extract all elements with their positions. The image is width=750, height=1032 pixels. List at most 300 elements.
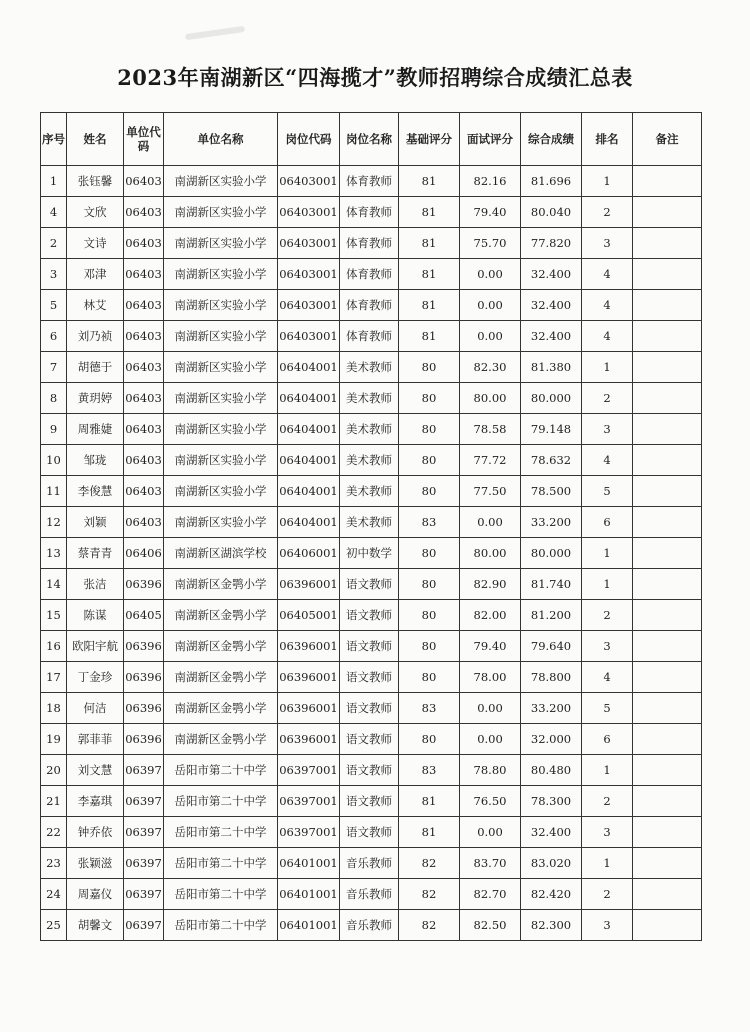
cell-rank: 1 bbox=[582, 166, 633, 197]
table-row bbox=[41, 259, 702, 290]
cell-post-name: 体育教师 bbox=[340, 197, 399, 228]
cell-post-code: 06396001 bbox=[278, 693, 340, 724]
cell-total-score: 78.500 bbox=[521, 476, 582, 507]
cell-seq: 21 bbox=[41, 786, 67, 817]
cell-unit-name: 南湖新区金鹗小学 bbox=[164, 600, 278, 631]
cell-post-name: 音乐教师 bbox=[340, 879, 399, 910]
cell-unit-code: 06403 bbox=[124, 507, 164, 538]
cell-unit-code: 06403 bbox=[124, 197, 164, 228]
cell-base-score: 81 bbox=[399, 321, 460, 352]
cell-post-name: 体育教师 bbox=[340, 290, 399, 321]
cell-interview-score: 0.00 bbox=[460, 693, 521, 724]
cell-base-score: 80 bbox=[399, 352, 460, 383]
cell-remark bbox=[633, 197, 702, 228]
cell-interview-score: 0.00 bbox=[460, 817, 521, 848]
cell-remark bbox=[633, 786, 702, 817]
cell-unit-code: 06396 bbox=[124, 693, 164, 724]
table-row bbox=[41, 755, 702, 786]
cell-interview-score: 75.70 bbox=[460, 228, 521, 259]
cell-unit-code: 06406 bbox=[124, 538, 164, 569]
cell-name: 刘文慧 bbox=[67, 755, 124, 786]
table-row bbox=[41, 476, 702, 507]
cell-rank: 2 bbox=[582, 600, 633, 631]
cell-post-code: 06404001 bbox=[278, 445, 340, 476]
cell-post-name: 美术教师 bbox=[340, 414, 399, 445]
cell-name: 邹珑 bbox=[67, 445, 124, 476]
cell-interview-score: 82.00 bbox=[460, 600, 521, 631]
cell-name: 何洁 bbox=[67, 693, 124, 724]
cell-remark bbox=[633, 662, 702, 693]
cell-total-score: 78.632 bbox=[521, 445, 582, 476]
cell-interview-score: 83.70 bbox=[460, 848, 521, 879]
cell-total-score: 77.820 bbox=[521, 228, 582, 259]
cell-remark bbox=[633, 321, 702, 352]
cell-post-code: 06396001 bbox=[278, 631, 340, 662]
cell-interview-score: 77.72 bbox=[460, 445, 521, 476]
cell-total-score: 81.696 bbox=[521, 166, 582, 197]
cell-unit-name: 南湖新区实验小学 bbox=[164, 290, 278, 321]
cell-unit-code: 06397 bbox=[124, 755, 164, 786]
cell-remark bbox=[633, 352, 702, 383]
table-row bbox=[41, 383, 702, 414]
cell-name: 刘颖 bbox=[67, 507, 124, 538]
cell-rank: 3 bbox=[582, 414, 633, 445]
cell-unit-code: 06403 bbox=[124, 414, 164, 445]
cell-post-code: 06403001 bbox=[278, 321, 340, 352]
cell-post-name: 美术教师 bbox=[340, 476, 399, 507]
cell-post-code: 06403001 bbox=[278, 197, 340, 228]
cell-unit-name: 南湖新区实验小学 bbox=[164, 197, 278, 228]
cell-unit-name: 岳阳市第二十中学 bbox=[164, 755, 278, 786]
cell-name: 周嘉仪 bbox=[67, 879, 124, 910]
cell-unit-code: 06397 bbox=[124, 910, 164, 941]
cell-base-score: 81 bbox=[399, 259, 460, 290]
header-post-name: 岗位名称 bbox=[340, 113, 399, 166]
cell-total-score: 32.400 bbox=[521, 290, 582, 321]
cell-interview-score: 77.50 bbox=[460, 476, 521, 507]
cell-base-score: 83 bbox=[399, 507, 460, 538]
cell-name: 黄玥婷 bbox=[67, 383, 124, 414]
cell-interview-score: 78.58 bbox=[460, 414, 521, 445]
cell-post-code: 06404001 bbox=[278, 352, 340, 383]
cell-post-code: 06404001 bbox=[278, 383, 340, 414]
cell-interview-score: 82.50 bbox=[460, 910, 521, 941]
cell-rank: 3 bbox=[582, 817, 633, 848]
cell-post-name: 初中数学 bbox=[340, 538, 399, 569]
cell-seq: 4 bbox=[41, 197, 67, 228]
cell-base-score: 80 bbox=[399, 724, 460, 755]
cell-remark bbox=[633, 910, 702, 941]
cell-post-code: 06401001 bbox=[278, 879, 340, 910]
cell-rank: 3 bbox=[582, 910, 633, 941]
cell-name: 陈谋 bbox=[67, 600, 124, 631]
cell-post-code: 06396001 bbox=[278, 569, 340, 600]
cell-seq: 13 bbox=[41, 538, 67, 569]
cell-seq: 22 bbox=[41, 817, 67, 848]
cell-base-score: 80 bbox=[399, 569, 460, 600]
cell-unit-code: 06397 bbox=[124, 848, 164, 879]
cell-seq: 17 bbox=[41, 662, 67, 693]
cell-post-name: 语文教师 bbox=[340, 569, 399, 600]
cell-remark bbox=[633, 848, 702, 879]
cell-base-score: 80 bbox=[399, 538, 460, 569]
cell-rank: 5 bbox=[582, 476, 633, 507]
table-row bbox=[41, 538, 702, 569]
header-rank: 排名 bbox=[582, 113, 633, 166]
table-row bbox=[41, 600, 702, 631]
cell-post-code: 06401001 bbox=[278, 848, 340, 879]
cell-remark bbox=[633, 290, 702, 321]
cell-base-score: 81 bbox=[399, 290, 460, 321]
cell-unit-code: 06396 bbox=[124, 569, 164, 600]
table-row bbox=[41, 414, 702, 445]
cell-total-score: 83.020 bbox=[521, 848, 582, 879]
cell-unit-name: 岳阳市第二十中学 bbox=[164, 817, 278, 848]
cell-unit-code: 06397 bbox=[124, 879, 164, 910]
cell-base-score: 82 bbox=[399, 848, 460, 879]
scan-smudge bbox=[185, 26, 245, 40]
cell-rank: 2 bbox=[582, 383, 633, 414]
cell-post-name: 美术教师 bbox=[340, 445, 399, 476]
cell-unit-name: 南湖新区实验小学 bbox=[164, 414, 278, 445]
cell-interview-score: 0.00 bbox=[460, 290, 521, 321]
cell-base-score: 82 bbox=[399, 910, 460, 941]
cell-post-code: 06403001 bbox=[278, 228, 340, 259]
cell-unit-name: 南湖新区实验小学 bbox=[164, 352, 278, 383]
cell-interview-score: 78.00 bbox=[460, 662, 521, 693]
cell-unit-name: 南湖新区金鹗小学 bbox=[164, 569, 278, 600]
cell-seq: 23 bbox=[41, 848, 67, 879]
cell-seq: 20 bbox=[41, 755, 67, 786]
table-body bbox=[41, 166, 702, 941]
cell-base-score: 81 bbox=[399, 166, 460, 197]
table-row bbox=[41, 786, 702, 817]
cell-base-score: 81 bbox=[399, 228, 460, 259]
cell-name: 李俊慧 bbox=[67, 476, 124, 507]
cell-post-name: 美术教师 bbox=[340, 383, 399, 414]
cell-base-score: 80 bbox=[399, 445, 460, 476]
cell-post-name: 音乐教师 bbox=[340, 848, 399, 879]
cell-unit-name: 南湖新区金鹗小学 bbox=[164, 693, 278, 724]
cell-interview-score: 82.30 bbox=[460, 352, 521, 383]
cell-total-score: 32.400 bbox=[521, 259, 582, 290]
cell-seq: 24 bbox=[41, 879, 67, 910]
cell-rank: 2 bbox=[582, 786, 633, 817]
cell-seq: 10 bbox=[41, 445, 67, 476]
cell-remark bbox=[633, 600, 702, 631]
cell-unit-code: 06397 bbox=[124, 817, 164, 848]
cell-post-code: 06404001 bbox=[278, 414, 340, 445]
cell-rank: 2 bbox=[582, 197, 633, 228]
cell-post-code: 06404001 bbox=[278, 476, 340, 507]
cell-name: 文诗 bbox=[67, 228, 124, 259]
table-row bbox=[41, 321, 702, 352]
table-row bbox=[41, 662, 702, 693]
cell-seq: 6 bbox=[41, 321, 67, 352]
cell-post-name: 音乐教师 bbox=[340, 910, 399, 941]
cell-name: 钟乔依 bbox=[67, 817, 124, 848]
cell-rank: 4 bbox=[582, 259, 633, 290]
table-row bbox=[41, 228, 702, 259]
cell-base-score: 81 bbox=[399, 197, 460, 228]
header-interview-score: 面试评分 bbox=[460, 113, 521, 166]
cell-post-code: 06403001 bbox=[278, 259, 340, 290]
table-row bbox=[41, 197, 702, 228]
table-header-row bbox=[41, 113, 702, 166]
cell-post-code: 06406001 bbox=[278, 538, 340, 569]
cell-unit-code: 06396 bbox=[124, 631, 164, 662]
cell-post-name: 体育教师 bbox=[340, 259, 399, 290]
cell-name: 邓津 bbox=[67, 259, 124, 290]
cell-interview-score: 0.00 bbox=[460, 321, 521, 352]
cell-unit-name: 南湖新区实验小学 bbox=[164, 166, 278, 197]
cell-unit-code: 06403 bbox=[124, 476, 164, 507]
cell-base-score: 80 bbox=[399, 662, 460, 693]
cell-base-score: 80 bbox=[399, 600, 460, 631]
cell-unit-name: 岳阳市第二十中学 bbox=[164, 910, 278, 941]
cell-base-score: 80 bbox=[399, 414, 460, 445]
cell-total-score: 78.800 bbox=[521, 662, 582, 693]
cell-rank: 6 bbox=[582, 724, 633, 755]
table-row bbox=[41, 507, 702, 538]
cell-post-name: 体育教师 bbox=[340, 166, 399, 197]
cell-interview-score: 79.40 bbox=[460, 197, 521, 228]
cell-remark bbox=[633, 507, 702, 538]
table-row bbox=[41, 569, 702, 600]
cell-post-code: 06403001 bbox=[278, 166, 340, 197]
cell-remark bbox=[633, 631, 702, 662]
cell-total-score: 79.148 bbox=[521, 414, 582, 445]
cell-name: 欧阳宇航 bbox=[67, 631, 124, 662]
cell-name: 胡馨文 bbox=[67, 910, 124, 941]
cell-base-score: 80 bbox=[399, 476, 460, 507]
cell-rank: 2 bbox=[582, 879, 633, 910]
cell-remark bbox=[633, 817, 702, 848]
cell-interview-score: 82.70 bbox=[460, 879, 521, 910]
table-row bbox=[41, 910, 702, 941]
cell-post-code: 06401001 bbox=[278, 910, 340, 941]
cell-interview-score: 0.00 bbox=[460, 507, 521, 538]
cell-rank: 4 bbox=[582, 662, 633, 693]
cell-unit-name: 南湖新区实验小学 bbox=[164, 476, 278, 507]
cell-rank: 4 bbox=[582, 321, 633, 352]
cell-rank: 3 bbox=[582, 631, 633, 662]
cell-rank: 1 bbox=[582, 848, 633, 879]
cell-post-code: 06397001 bbox=[278, 786, 340, 817]
cell-interview-score: 76.50 bbox=[460, 786, 521, 817]
cell-base-score: 83 bbox=[399, 755, 460, 786]
cell-unit-name: 南湖新区实验小学 bbox=[164, 445, 278, 476]
header-base-score: 基础评分 bbox=[399, 113, 460, 166]
cell-interview-score: 0.00 bbox=[460, 724, 521, 755]
cell-unit-code: 06403 bbox=[124, 166, 164, 197]
cell-remark bbox=[633, 538, 702, 569]
cell-unit-name: 岳阳市第二十中学 bbox=[164, 848, 278, 879]
table-row bbox=[41, 631, 702, 662]
cell-total-score: 80.000 bbox=[521, 383, 582, 414]
cell-seq: 9 bbox=[41, 414, 67, 445]
header-unit-name: 单位名称 bbox=[164, 113, 278, 166]
document-title: 2023年南湖新区“四海揽才”教师招聘综合成绩汇总表 bbox=[117, 65, 633, 90]
cell-interview-score: 80.00 bbox=[460, 383, 521, 414]
cell-seq: 7 bbox=[41, 352, 67, 383]
cell-post-code: 06396001 bbox=[278, 662, 340, 693]
cell-base-score: 82 bbox=[399, 879, 460, 910]
cell-name: 文欣 bbox=[67, 197, 124, 228]
cell-name: 张颖滋 bbox=[67, 848, 124, 879]
cell-post-name: 语文教师 bbox=[340, 755, 399, 786]
cell-rank: 1 bbox=[582, 352, 633, 383]
table-row bbox=[41, 724, 702, 755]
cell-rank: 1 bbox=[582, 569, 633, 600]
table-row bbox=[41, 445, 702, 476]
cell-post-name: 语文教师 bbox=[340, 662, 399, 693]
header-total-score: 综合成绩 bbox=[521, 113, 582, 166]
cell-unit-code: 06396 bbox=[124, 724, 164, 755]
cell-seq: 3 bbox=[41, 259, 67, 290]
cell-total-score: 33.200 bbox=[521, 507, 582, 538]
cell-name: 丁金珍 bbox=[67, 662, 124, 693]
cell-base-score: 81 bbox=[399, 817, 460, 848]
cell-rank: 3 bbox=[582, 228, 633, 259]
cell-post-name: 语文教师 bbox=[340, 600, 399, 631]
cell-unit-name: 南湖新区金鹗小学 bbox=[164, 724, 278, 755]
cell-seq: 8 bbox=[41, 383, 67, 414]
cell-name: 郭菲菲 bbox=[67, 724, 124, 755]
cell-post-name: 语文教师 bbox=[340, 724, 399, 755]
cell-seq: 1 bbox=[41, 166, 67, 197]
cell-post-code: 06404001 bbox=[278, 507, 340, 538]
cell-unit-name: 南湖新区实验小学 bbox=[164, 507, 278, 538]
cell-unit-name: 南湖新区金鹗小学 bbox=[164, 662, 278, 693]
cell-post-code: 06397001 bbox=[278, 817, 340, 848]
table-row bbox=[41, 290, 702, 321]
cell-base-score: 83 bbox=[399, 693, 460, 724]
cell-post-code: 06397001 bbox=[278, 755, 340, 786]
table-row bbox=[41, 817, 702, 848]
cell-unit-name: 南湖新区实验小学 bbox=[164, 321, 278, 352]
cell-seq: 12 bbox=[41, 507, 67, 538]
cell-unit-name: 南湖新区湖滨学校 bbox=[164, 538, 278, 569]
cell-unit-name: 岳阳市第二十中学 bbox=[164, 786, 278, 817]
cell-remark bbox=[633, 166, 702, 197]
cell-remark bbox=[633, 259, 702, 290]
cell-total-score: 81.380 bbox=[521, 352, 582, 383]
cell-total-score: 78.300 bbox=[521, 786, 582, 817]
cell-seq: 2 bbox=[41, 228, 67, 259]
cell-unit-code: 06397 bbox=[124, 786, 164, 817]
cell-remark bbox=[633, 879, 702, 910]
cell-unit-code: 06403 bbox=[124, 383, 164, 414]
table-row bbox=[41, 848, 702, 879]
cell-name: 蔡青青 bbox=[67, 538, 124, 569]
table-row bbox=[41, 166, 702, 197]
cell-unit-name: 岳阳市第二十中学 bbox=[164, 879, 278, 910]
cell-rank: 4 bbox=[582, 290, 633, 321]
cell-remark bbox=[633, 414, 702, 445]
cell-remark bbox=[633, 569, 702, 600]
cell-interview-score: 0.00 bbox=[460, 259, 521, 290]
cell-post-name: 语文教师 bbox=[340, 817, 399, 848]
cell-post-name: 语文教师 bbox=[340, 693, 399, 724]
cell-rank: 1 bbox=[582, 538, 633, 569]
cell-rank: 1 bbox=[582, 755, 633, 786]
cell-seq: 19 bbox=[41, 724, 67, 755]
table-row bbox=[41, 352, 702, 383]
cell-post-name: 语文教师 bbox=[340, 631, 399, 662]
cell-unit-name: 南湖新区实验小学 bbox=[164, 228, 278, 259]
cell-seq: 15 bbox=[41, 600, 67, 631]
cell-seq: 16 bbox=[41, 631, 67, 662]
cell-unit-code: 06403 bbox=[124, 228, 164, 259]
cell-remark bbox=[633, 693, 702, 724]
cell-total-score: 32.000 bbox=[521, 724, 582, 755]
cell-post-name: 体育教师 bbox=[340, 321, 399, 352]
cell-post-name: 语文教师 bbox=[340, 786, 399, 817]
cell-remark bbox=[633, 445, 702, 476]
cell-name: 刘乃祯 bbox=[67, 321, 124, 352]
cell-total-score: 81.740 bbox=[521, 569, 582, 600]
header-post-code: 岗位代码 bbox=[278, 113, 340, 166]
cell-unit-name: 南湖新区实验小学 bbox=[164, 383, 278, 414]
cell-post-name: 美术教师 bbox=[340, 507, 399, 538]
cell-total-score: 81.200 bbox=[521, 600, 582, 631]
header-unit-code: 单位代码 bbox=[124, 113, 164, 166]
cell-base-score: 80 bbox=[399, 631, 460, 662]
cell-total-score: 80.000 bbox=[521, 538, 582, 569]
score-table bbox=[40, 112, 702, 941]
cell-unit-name: 南湖新区金鹗小学 bbox=[164, 631, 278, 662]
cell-name: 李嘉琪 bbox=[67, 786, 124, 817]
cell-rank: 4 bbox=[582, 445, 633, 476]
cell-total-score: 82.300 bbox=[521, 910, 582, 941]
header-name: 姓名 bbox=[67, 113, 124, 166]
cell-seq: 14 bbox=[41, 569, 67, 600]
cell-seq: 18 bbox=[41, 693, 67, 724]
cell-total-score: 32.400 bbox=[521, 817, 582, 848]
cell-seq: 11 bbox=[41, 476, 67, 507]
cell-unit-code: 06396 bbox=[124, 662, 164, 693]
cell-name: 张洁 bbox=[67, 569, 124, 600]
cell-seq: 25 bbox=[41, 910, 67, 941]
cell-total-score: 79.640 bbox=[521, 631, 582, 662]
cell-name: 胡德于 bbox=[67, 352, 124, 383]
cell-remark bbox=[633, 476, 702, 507]
cell-rank: 5 bbox=[582, 693, 633, 724]
cell-post-code: 06396001 bbox=[278, 724, 340, 755]
cell-unit-code: 06403 bbox=[124, 290, 164, 321]
cell-post-name: 体育教师 bbox=[340, 228, 399, 259]
cell-post-code: 06405001 bbox=[278, 600, 340, 631]
table-row bbox=[41, 879, 702, 910]
cell-total-score: 82.420 bbox=[521, 879, 582, 910]
cell-total-score: 32.400 bbox=[521, 321, 582, 352]
cell-base-score: 81 bbox=[399, 786, 460, 817]
cell-name: 张钰馨 bbox=[67, 166, 124, 197]
cell-unit-code: 06403 bbox=[124, 352, 164, 383]
cell-total-score: 80.480 bbox=[521, 755, 582, 786]
cell-unit-code: 06405 bbox=[124, 600, 164, 631]
cell-rank: 6 bbox=[582, 507, 633, 538]
cell-unit-code: 06403 bbox=[124, 445, 164, 476]
cell-interview-score: 82.90 bbox=[460, 569, 521, 600]
cell-total-score: 33.200 bbox=[521, 693, 582, 724]
cell-remark bbox=[633, 755, 702, 786]
cell-interview-score: 79.40 bbox=[460, 631, 521, 662]
cell-remark bbox=[633, 724, 702, 755]
cell-remark bbox=[633, 228, 702, 259]
cell-unit-name: 南湖新区实验小学 bbox=[164, 259, 278, 290]
